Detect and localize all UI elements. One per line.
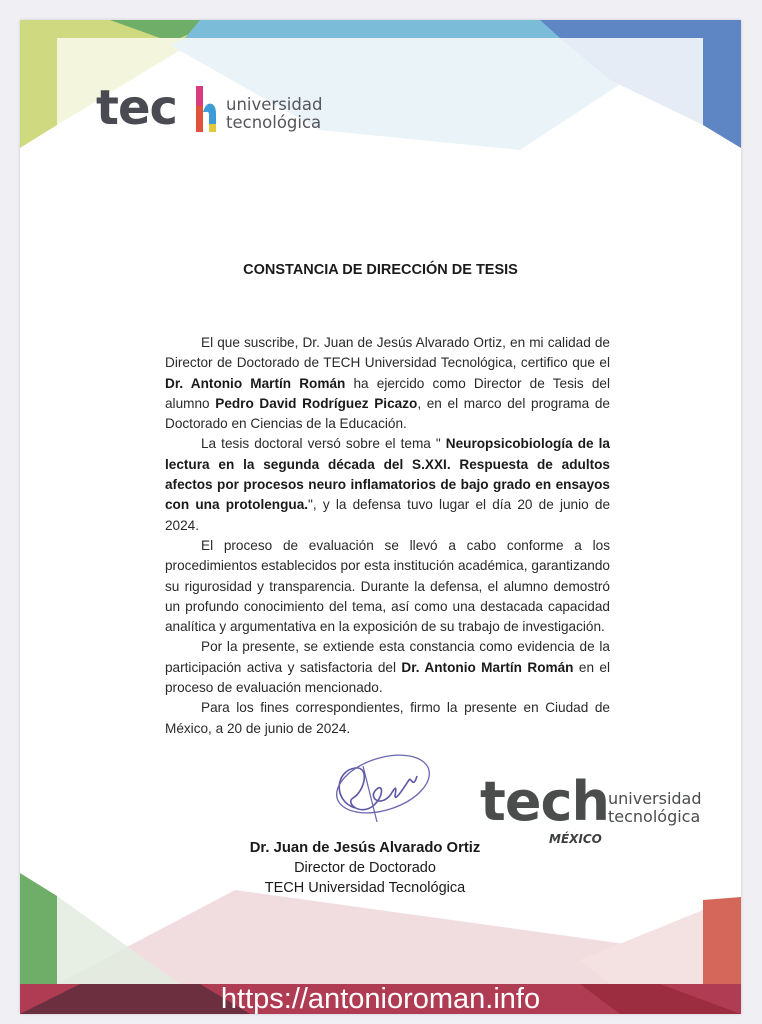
frame-top-blue (185, 20, 580, 38)
stamp-subtitle (608, 790, 702, 825)
logo-wordmark (96, 80, 177, 192)
handwritten-signature (325, 746, 435, 826)
body-paragraph (165, 333, 610, 434)
logo-wordmark-text: tec (96, 80, 177, 136)
logo-h-colored-icon (194, 86, 218, 134)
stamp-wordmark: tech (480, 770, 609, 833)
stamp-line1: universidad (608, 789, 702, 808)
bold-text: Pedro David Rodríguez Picazo (215, 395, 418, 411)
bold-text: Dr. Antonio Martín Román (401, 659, 574, 675)
text: Por la presente, se extiende esta constancia como evidencia de la participación activa y satisfactoria del (165, 639, 610, 675)
document-body (165, 333, 610, 739)
logo-line2: tecnológica (226, 113, 322, 133)
signer-institution: TECH Universidad Tecnológica (264, 880, 466, 896)
signature-block (220, 838, 510, 898)
signer-position: Director de Doctorado (294, 860, 436, 876)
text: Para los fines correspondientes, firmo la presente en Ciudad de México, a 20 de junio de 2024. (165, 700, 610, 736)
bold-text: Neuropsicobiología de la lectura en la segunda década del S.XXI. Respuesta de adultos afectos por procesos neuro inflamatorios de bajo grado en ensayos con una protolengua. (165, 436, 610, 513)
logo-subtitle (226, 96, 322, 132)
text: La tesis doctoral versó sobre el tema " (201, 436, 446, 452)
text: en el proceso de evaluación mencionado. (165, 659, 611, 696)
certificate-page (20, 20, 741, 1014)
bold-text: Dr. Antonio Martín Román (165, 375, 346, 391)
body-paragraph (165, 637, 610, 698)
body-paragraph (165, 536, 610, 637)
body-paragraph (165, 434, 610, 535)
signer-name: Dr. Juan de Jesús Alvarado Ortiz (249, 840, 481, 856)
logo-line1: universidad (226, 95, 323, 114)
logo-wordmark-h-placeholder (96, 136, 129, 192)
stamp-line2: tecnológica (608, 806, 701, 826)
tech-mexico-stamp (480, 770, 710, 856)
body-paragraph (165, 698, 610, 739)
text: , en el marco del programa de Doctorado en Ciencias de la Educación. (165, 395, 610, 432)
stamp-country: MÉXICO (549, 832, 602, 846)
text: ", y la defensa tuvo lugar el día 20 de junio de 2024. (165, 497, 611, 533)
text: El proceso de evaluación se llevó a cabo conforme a los procedimientos establecidos por esta institución académica, garantizando su rigurosidad y transparencia. Durante la defensa, el alumno demostró un profundo conocimiento del tema, así como una destacada capacidad analítica y argumentativa en la exposición de su trabajo de investigación. (165, 537, 610, 635)
document-title: CONSTANCIA DE DIRECCIÓN DE TESIS (243, 262, 518, 278)
text: ha ejercido como Director de Tesis del alumno (165, 375, 610, 411)
text: El que suscribe, Dr. Juan de Jesús Alvarado Ortiz, en mi calidad de Director de Doctorado de TECH Universidad Tecnológica, certifico que el (165, 335, 610, 371)
footer-url[interactable]: https://antonioroman.info (220, 983, 541, 1014)
